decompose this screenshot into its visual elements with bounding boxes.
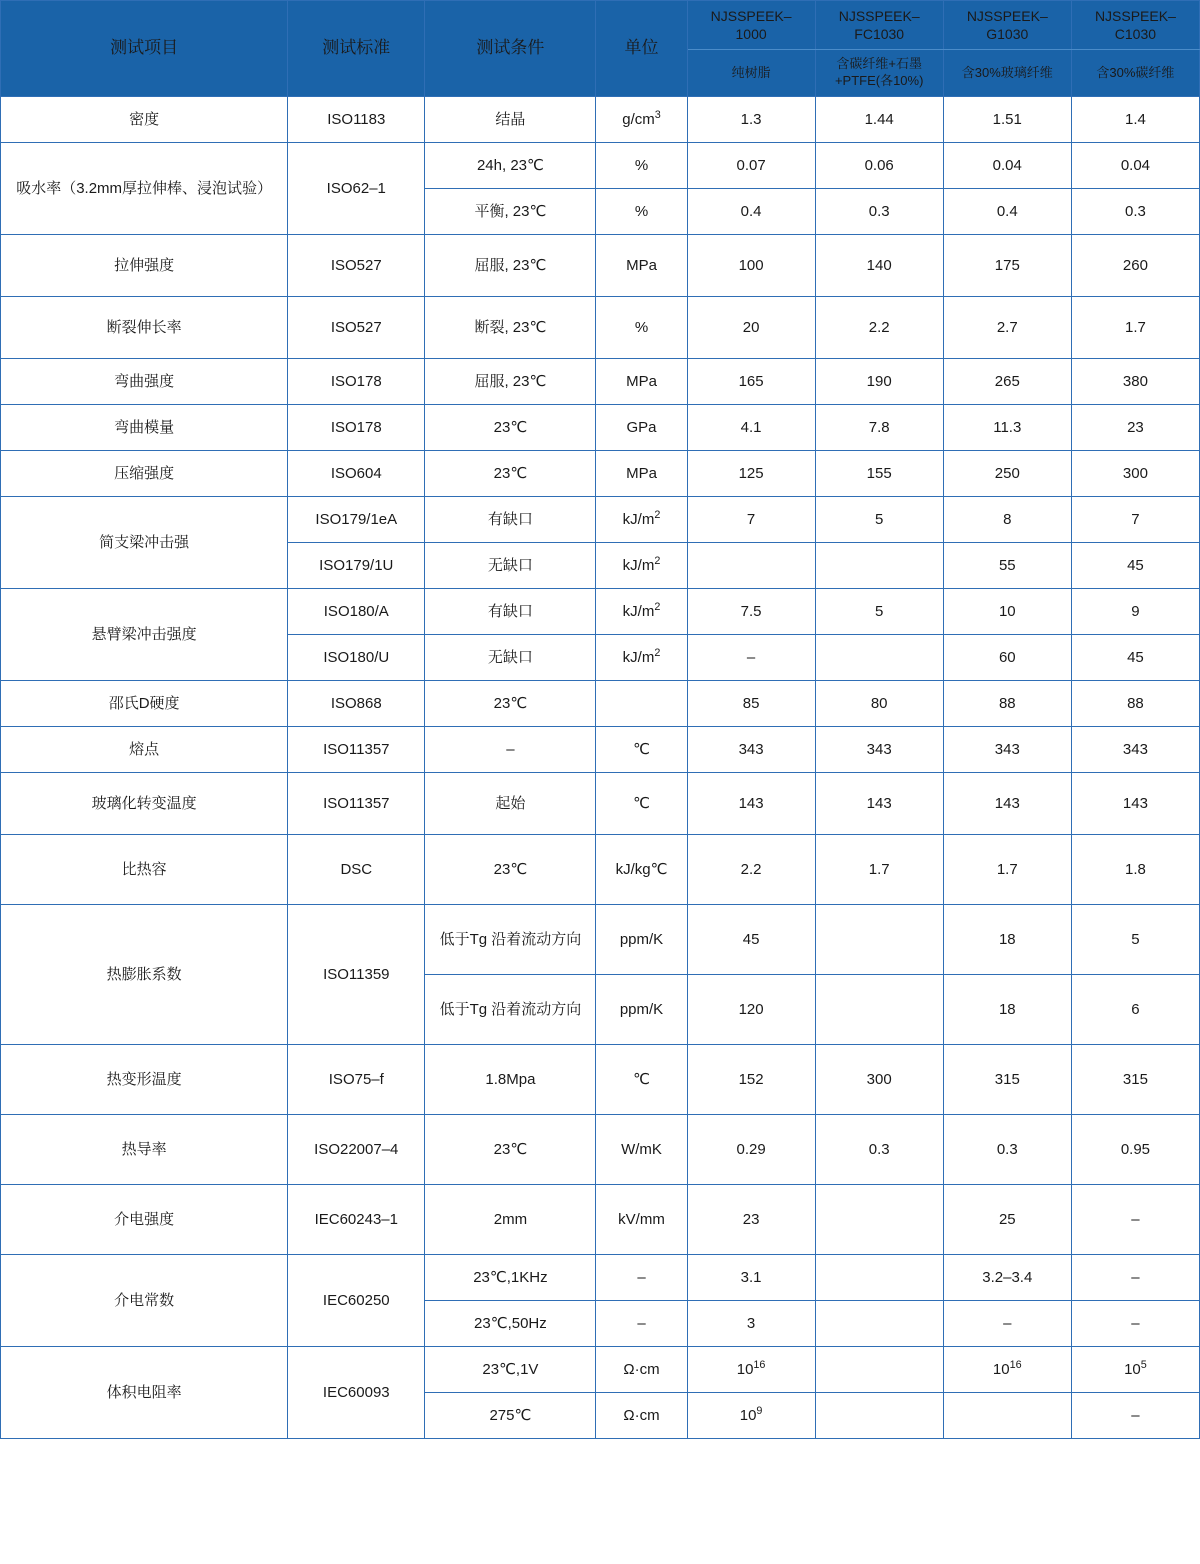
row-unit: % — [596, 143, 687, 189]
row-condition: 23℃,50Hz — [425, 1301, 596, 1347]
row-value: 143 — [815, 773, 943, 835]
row-value: 0.04 — [1071, 143, 1199, 189]
row-condition: 23℃ — [425, 451, 596, 497]
row-value: 343 — [943, 727, 1071, 773]
row-value: 5 — [815, 497, 943, 543]
row-condition: 屈服, 23℃ — [425, 359, 596, 405]
row-item: 邵氏D硬度 — [1, 681, 288, 727]
row-value: 152 — [687, 1045, 815, 1115]
row-value: – — [943, 1301, 1071, 1347]
row-value: 18 — [943, 905, 1071, 975]
product-code-line2: FC1030 — [854, 26, 905, 43]
row-value: 140 — [815, 235, 943, 297]
row-value: 88 — [943, 681, 1071, 727]
row-value: 7 — [1071, 497, 1199, 543]
row-value: 3.1 — [687, 1255, 815, 1301]
row-condition: 24h, 23℃ — [425, 143, 596, 189]
row-value: 1.7 — [943, 835, 1071, 905]
row-value: 300 — [815, 1045, 943, 1115]
row-value: 2.7 — [943, 297, 1071, 359]
row-unit: – — [596, 1301, 687, 1347]
header-product-desc-2: 含碳纤维+石墨 +PTFE(各10%) — [815, 50, 943, 97]
row-value: 0.07 — [687, 143, 815, 189]
product-code-line1: NJSSPEEK– — [966, 8, 1048, 24]
row-item: 熔点 — [1, 727, 288, 773]
row-condition: 23℃ — [425, 1115, 596, 1185]
value-base: – — [1131, 1406, 1140, 1424]
row-condition: 断裂, 23℃ — [425, 297, 596, 359]
row-value — [815, 975, 943, 1045]
row-value: 143 — [687, 773, 815, 835]
table-row — [1, 1115, 1200, 1185]
row-unit: GPa — [596, 405, 687, 451]
row-standard: ISO11357 — [288, 773, 425, 835]
row-item: 热膨胀系数 — [1, 905, 288, 1045]
row-value: 120 — [687, 975, 815, 1045]
row-value: 4.1 — [687, 405, 815, 451]
row-value — [815, 1185, 943, 1255]
row-standard: IEC60250 — [288, 1255, 425, 1347]
row-value: 125 — [687, 451, 815, 497]
row-unit: ℃ — [596, 773, 687, 835]
value-exponent: 9 — [756, 1404, 763, 1417]
header-unit: 单位 — [596, 1, 687, 97]
unit-exponent: 2 — [654, 646, 661, 659]
row-value: 7.8 — [815, 405, 943, 451]
row-condition: 平衡, 23℃ — [425, 189, 596, 235]
header-product-desc-4: 含30%碳纤维 — [1071, 50, 1199, 97]
table-row — [1, 727, 1200, 773]
row-value — [687, 1347, 815, 1393]
row-item: 压缩强度 — [1, 451, 288, 497]
table-row — [1, 773, 1200, 835]
row-value: 175 — [943, 235, 1071, 297]
row-unit: % — [596, 297, 687, 359]
row-value: 7 — [687, 497, 815, 543]
row-value: 18 — [943, 975, 1071, 1045]
row-value: 343 — [1071, 727, 1199, 773]
row-item: 热导率 — [1, 1115, 288, 1185]
table-row — [1, 359, 1200, 405]
row-value: 190 — [815, 359, 943, 405]
product-code-line1: NJSSPEEK– — [838, 8, 920, 24]
row-value: 1.7 — [815, 835, 943, 905]
row-item: 密度 — [1, 97, 288, 143]
row-value: 23 — [687, 1185, 815, 1255]
row-value: 1.3 — [687, 97, 815, 143]
row-unit: % — [596, 189, 687, 235]
table-row — [1, 905, 1200, 975]
row-value: 165 — [687, 359, 815, 405]
row-value: 25 — [943, 1185, 1071, 1255]
row-standard: ISO180/A — [288, 589, 425, 635]
row-unit: kV/mm — [596, 1185, 687, 1255]
product-code-line2: 1000 — [735, 26, 767, 43]
row-unit — [596, 589, 687, 635]
row-value: 0.3 — [1071, 189, 1199, 235]
row-standard: ISO179/1U — [288, 543, 425, 589]
row-value — [687, 543, 815, 589]
row-condition: 无缺口 — [425, 543, 596, 589]
row-value: 380 — [1071, 359, 1199, 405]
row-value: 6 — [1071, 975, 1199, 1045]
row-unit: MPa — [596, 359, 687, 405]
row-value: 45 — [1071, 635, 1199, 681]
row-standard: ISO22007–4 — [288, 1115, 425, 1185]
row-value — [815, 1347, 943, 1393]
row-value: 1.51 — [943, 97, 1071, 143]
row-value: 1.44 — [815, 97, 943, 143]
row-value: 5 — [1071, 905, 1199, 975]
row-value: 155 — [815, 451, 943, 497]
product-code-line1: NJSSPEEK– — [710, 8, 792, 24]
unit-exponent: 2 — [654, 600, 661, 613]
row-value: 315 — [1071, 1045, 1199, 1115]
value-base: 10 — [1124, 1360, 1141, 1378]
product-code-line2: C1030 — [1114, 26, 1157, 43]
row-condition: 23℃ — [425, 405, 596, 451]
row-value — [943, 1393, 1071, 1439]
row-value: 85 — [687, 681, 815, 727]
table-row — [1, 1255, 1200, 1301]
row-value — [943, 1347, 1071, 1393]
row-value: 100 — [687, 235, 815, 297]
row-value: 45 — [687, 905, 815, 975]
table-header — [1, 1, 1200, 97]
row-item: 悬臂梁冲击强度 — [1, 589, 288, 681]
product-code-line2: G1030 — [986, 26, 1029, 43]
unit-exponent: 2 — [654, 554, 661, 567]
row-unit: ppm/K — [596, 975, 687, 1045]
row-standard: ISO178 — [288, 359, 425, 405]
header-product-desc-1: 纯树脂 — [687, 50, 815, 97]
header-condition: 测试条件 — [425, 1, 596, 97]
row-value: 80 — [815, 681, 943, 727]
value-base: 10 — [992, 1360, 1010, 1378]
row-condition: 有缺口 — [425, 589, 596, 635]
row-unit — [596, 497, 687, 543]
unit-base: g/cm — [622, 110, 655, 128]
row-unit: ℃ — [596, 1045, 687, 1115]
row-value: 143 — [943, 773, 1071, 835]
row-value: 343 — [815, 727, 943, 773]
row-item: 介电强度 — [1, 1185, 288, 1255]
header-row-1 — [1, 1, 1200, 50]
row-value: 23 — [1071, 405, 1199, 451]
row-condition: 23℃,1KHz — [425, 1255, 596, 1301]
row-value: 88 — [1071, 681, 1199, 727]
value-exponent: 5 — [1140, 1358, 1147, 1371]
row-unit: W/mK — [596, 1115, 687, 1185]
row-condition: 屈服, 23℃ — [425, 235, 596, 297]
row-unit — [596, 681, 687, 727]
row-standard: ISO527 — [288, 297, 425, 359]
row-value: 5 — [815, 589, 943, 635]
row-unit: Ω·cm — [596, 1347, 687, 1393]
row-unit: ppm/K — [596, 905, 687, 975]
row-value — [1071, 1347, 1199, 1393]
row-condition: 2mm — [425, 1185, 596, 1255]
row-unit: MPa — [596, 235, 687, 297]
row-unit: kJ/kg℃ — [596, 835, 687, 905]
row-condition: 有缺口 — [425, 497, 596, 543]
row-unit — [596, 635, 687, 681]
row-value: 0.4 — [687, 189, 815, 235]
row-value: 10 — [943, 589, 1071, 635]
row-standard: ISO11359 — [288, 905, 425, 1045]
row-value: 300 — [1071, 451, 1199, 497]
value-exponent: 16 — [753, 1358, 766, 1371]
row-value: – — [1071, 1301, 1199, 1347]
row-value: 9 — [1071, 589, 1199, 635]
row-item: 简支梁冲击强 — [1, 497, 288, 589]
row-value: – — [1071, 1255, 1199, 1301]
unit-base: kJ/m — [622, 648, 655, 666]
value-exponent: 16 — [1009, 1358, 1022, 1371]
row-value: 1.4 — [1071, 97, 1199, 143]
row-value — [687, 1393, 815, 1439]
row-standard: IEC60243–1 — [288, 1185, 425, 1255]
row-condition: 23℃,1V — [425, 1347, 596, 1393]
unit-exponent: 2 — [654, 508, 661, 521]
value-base: 10 — [739, 1406, 757, 1424]
row-unit: Ω·cm — [596, 1393, 687, 1439]
row-value: 0.3 — [815, 189, 943, 235]
row-item: 玻璃化转变温度 — [1, 773, 288, 835]
row-value: 3 — [687, 1301, 815, 1347]
row-standard: ISO604 — [288, 451, 425, 497]
header-product-code-2 — [815, 1, 943, 50]
row-value: 20 — [687, 297, 815, 359]
row-value: 250 — [943, 451, 1071, 497]
table-body — [1, 97, 1200, 1439]
row-value: 1.8 — [1071, 835, 1199, 905]
table-row — [1, 835, 1200, 905]
row-unit: – — [596, 1255, 687, 1301]
row-value: – — [687, 635, 815, 681]
table-row — [1, 1347, 1200, 1393]
row-value — [815, 1301, 943, 1347]
row-unit — [596, 543, 687, 589]
row-value: 0.29 — [687, 1115, 815, 1185]
row-value: 2.2 — [815, 297, 943, 359]
value-base: 10 — [736, 1360, 754, 1378]
header-product-code-4 — [1071, 1, 1199, 50]
row-item: 介电常数 — [1, 1255, 288, 1347]
table-row — [1, 297, 1200, 359]
row-value: – — [1071, 1185, 1199, 1255]
row-condition: 低于Tg 沿着流动方向 — [425, 975, 596, 1045]
table-row — [1, 497, 1200, 543]
table-row — [1, 143, 1200, 189]
row-value: 3.2–3.4 — [943, 1255, 1071, 1301]
row-condition: – — [425, 727, 596, 773]
row-standard: ISO178 — [288, 405, 425, 451]
row-value: 1.7 — [1071, 297, 1199, 359]
row-value — [815, 635, 943, 681]
header-standard: 测试标准 — [288, 1, 425, 97]
row-unit: MPa — [596, 451, 687, 497]
unit-exponent: 3 — [654, 108, 661, 121]
row-value — [815, 543, 943, 589]
row-standard: ISO62–1 — [288, 143, 425, 235]
row-standard: DSC — [288, 835, 425, 905]
unit-base: kJ/m — [622, 510, 655, 528]
unit-base: kJ/m — [622, 602, 655, 620]
row-value: 0.95 — [1071, 1115, 1199, 1185]
row-value: 343 — [687, 727, 815, 773]
row-standard: ISO1183 — [288, 97, 425, 143]
row-value: 60 — [943, 635, 1071, 681]
row-standard: ISO75–f — [288, 1045, 425, 1115]
product-code-line1: NJSSPEEK– — [1094, 8, 1176, 24]
row-item: 弯曲强度 — [1, 359, 288, 405]
unit-base: kJ/m — [622, 556, 655, 574]
row-standard: ISO180/U — [288, 635, 425, 681]
row-item: 弯曲模量 — [1, 405, 288, 451]
row-value: 0.06 — [815, 143, 943, 189]
row-value: 11.3 — [943, 405, 1071, 451]
row-value — [1071, 1393, 1199, 1439]
row-item: 比热容 — [1, 835, 288, 905]
row-value: 0.4 — [943, 189, 1071, 235]
row-value: 0.3 — [943, 1115, 1071, 1185]
row-value: 143 — [1071, 773, 1199, 835]
table-row — [1, 589, 1200, 635]
table-row — [1, 405, 1200, 451]
row-value: 265 — [943, 359, 1071, 405]
table-row — [1, 235, 1200, 297]
row-standard: ISO179/1eA — [288, 497, 425, 543]
row-condition: 23℃ — [425, 835, 596, 905]
row-item: 吸水率（3.2mm厚拉伸棒、浸泡试验） — [1, 143, 288, 235]
header-product-desc-3: 含30%玻璃纤维 — [943, 50, 1071, 97]
row-condition: 23℃ — [425, 681, 596, 727]
row-condition: 1.8Mpa — [425, 1045, 596, 1115]
row-value — [815, 1255, 943, 1301]
row-standard: ISO11357 — [288, 727, 425, 773]
row-condition: 低于Tg 沿着流动方向 — [425, 905, 596, 975]
row-item: 体积电阻率 — [1, 1347, 288, 1439]
row-value: 2.2 — [687, 835, 815, 905]
row-unit — [596, 97, 687, 143]
row-value: 7.5 — [687, 589, 815, 635]
row-unit: ℃ — [596, 727, 687, 773]
row-standard: IEC60093 — [288, 1347, 425, 1439]
row-value: 0.04 — [943, 143, 1071, 189]
row-value: 8 — [943, 497, 1071, 543]
row-item: 断裂伸长率 — [1, 297, 288, 359]
header-product-code-3 — [943, 1, 1071, 50]
row-value: 55 — [943, 543, 1071, 589]
table-row — [1, 681, 1200, 727]
row-condition: 结晶 — [425, 97, 596, 143]
row-value: 315 — [943, 1045, 1071, 1115]
row-standard: ISO527 — [288, 235, 425, 297]
row-value — [815, 1393, 943, 1439]
row-item: 拉伸强度 — [1, 235, 288, 297]
row-condition: 275℃ — [425, 1393, 596, 1439]
row-condition: 无缺口 — [425, 635, 596, 681]
row-value: 0.3 — [815, 1115, 943, 1185]
table-row — [1, 1045, 1200, 1115]
row-value: 45 — [1071, 543, 1199, 589]
header-item: 测试项目 — [1, 1, 288, 97]
table-row — [1, 451, 1200, 497]
table-row — [1, 1185, 1200, 1255]
row-value — [815, 905, 943, 975]
row-item: 热变形温度 — [1, 1045, 288, 1115]
header-product-code-1 — [687, 1, 815, 50]
row-condition: 起始 — [425, 773, 596, 835]
row-standard: ISO868 — [288, 681, 425, 727]
table-row — [1, 97, 1200, 143]
row-value: 260 — [1071, 235, 1199, 297]
